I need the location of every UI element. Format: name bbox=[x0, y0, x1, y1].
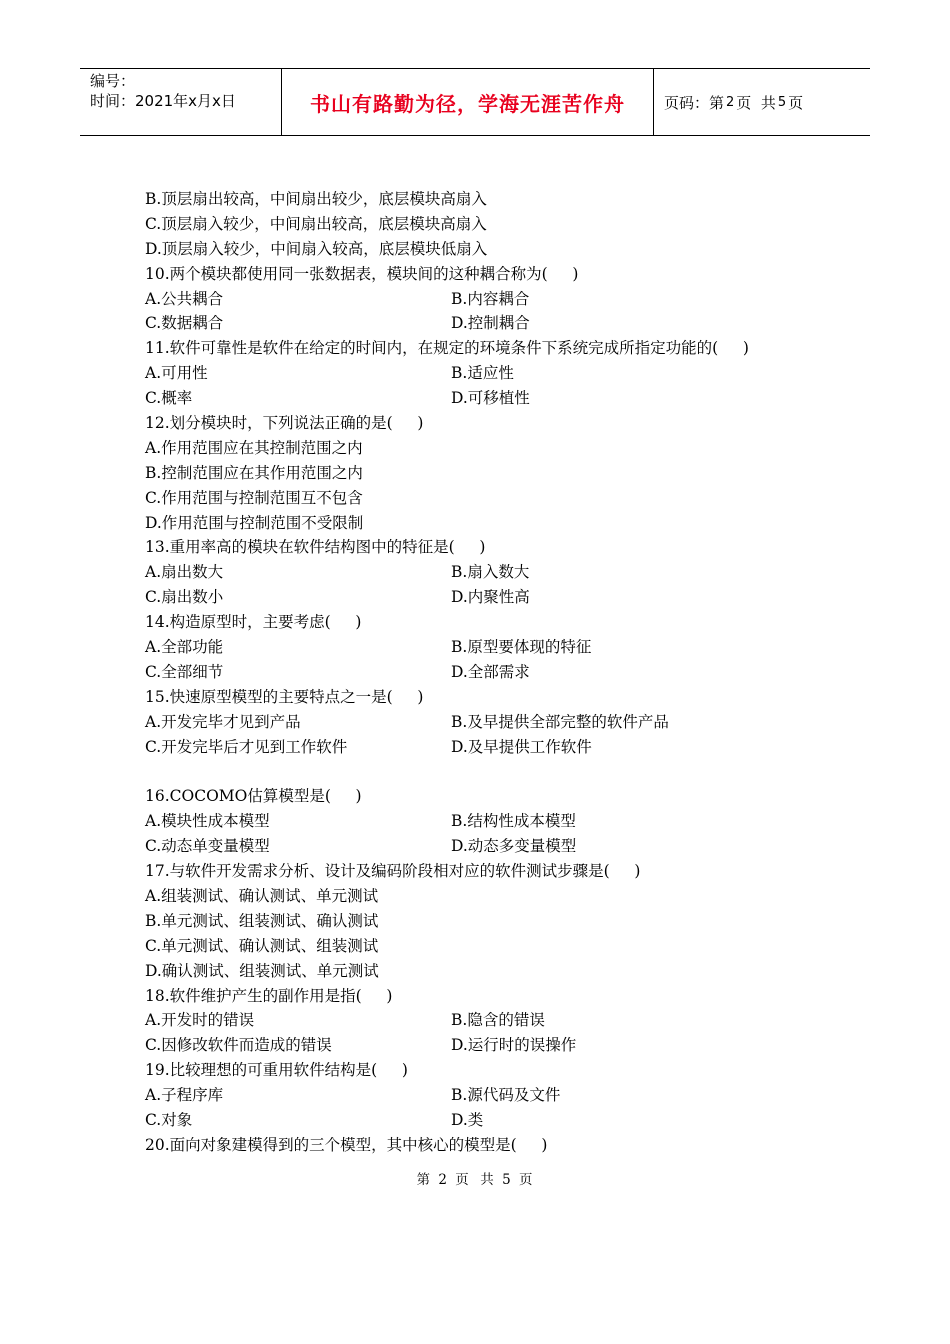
text-line: 15.快速原型模型的主要特点之一是( ) bbox=[145, 687, 424, 706]
text-line: 11.软件可靠性是软件在给定的时间内，在规定的环境条件下系统完成所指定功能的( ) bbox=[145, 339, 749, 358]
option-row bbox=[145, 710, 845, 735]
serial-label: 编号： bbox=[90, 72, 136, 90]
option-text: A.可用性 bbox=[145, 364, 208, 383]
text-line: 12.划分模块时，下列说法正确的是( ) bbox=[145, 414, 424, 433]
option-text: B.隐含的错误 bbox=[451, 1011, 545, 1030]
option-text: C.概率 bbox=[145, 389, 193, 408]
option-text: B.及早提供全部完整的软件产品 bbox=[451, 712, 669, 731]
page-mid: 页 共 bbox=[736, 93, 776, 112]
option-text: B.内容耦合 bbox=[451, 289, 530, 308]
footer-suffix: 页 bbox=[518, 1172, 534, 1188]
text-line: C.单元测试、确认测试、组装测试 bbox=[145, 936, 379, 955]
option-row bbox=[145, 386, 845, 411]
text-line: B.顶层扇出较高，中间扇出较少，底层模块高扇入 bbox=[145, 190, 487, 208]
footer-mid: 页 共 bbox=[455, 1172, 495, 1188]
option-text: B.适应性 bbox=[451, 364, 514, 383]
text-line: 20.面向对象建模得到的三个模型，其中核心的模型是( ) bbox=[145, 1135, 548, 1154]
option-text: C.开发完毕后才见到工作软件 bbox=[145, 737, 348, 756]
header-page-info bbox=[654, 69, 870, 135]
option-text: D.动态多变量模型 bbox=[451, 837, 577, 856]
option-text: C.因修改软件而造成的错误 bbox=[145, 1036, 332, 1055]
text-line: C.顶层扇入较少，中间扇出较高，底层模块高扇入 bbox=[145, 214, 487, 233]
text-line: 19.比较理想的可重用软件结构是( ) bbox=[145, 1061, 408, 1080]
option-text: D.类 bbox=[451, 1110, 484, 1129]
option-row bbox=[145, 635, 845, 660]
option-row bbox=[145, 660, 845, 685]
option-text: D.控制耦合 bbox=[451, 314, 530, 333]
option-row bbox=[145, 585, 845, 610]
option-row bbox=[145, 361, 845, 386]
option-text: A.开发时的错误 bbox=[145, 1011, 255, 1030]
option-row bbox=[145, 834, 845, 859]
option-text: A.扇出数大 bbox=[145, 563, 224, 582]
option-row bbox=[145, 287, 845, 312]
text-line: 18.软件维护产生的副作用是指( ) bbox=[145, 986, 393, 1005]
text-line: A.作用范围应在其控制范围之内 bbox=[145, 438, 363, 457]
option-row bbox=[145, 1033, 845, 1058]
option-text: B.扇入数大 bbox=[451, 563, 530, 582]
page-current: 2 bbox=[726, 94, 735, 110]
footer-current: 2 bbox=[438, 1172, 448, 1188]
option-row bbox=[145, 1108, 845, 1133]
text-line: 13.重用率高的模块在软件结构图中的特征是( ) bbox=[145, 538, 486, 557]
page-header bbox=[80, 68, 870, 136]
option-text: A.开发完毕才见到产品 bbox=[145, 712, 301, 731]
text-line: D.顶层扇入较少，中间扇入较高，底层模块低扇入 bbox=[145, 239, 488, 258]
text-line: A.组装测试、确认测试、单元测试 bbox=[145, 886, 379, 905]
document-body bbox=[145, 187, 845, 1158]
option-text: B.结构性成本模型 bbox=[451, 812, 576, 831]
text-line: D.确认测试、组装测试、单元测试 bbox=[145, 961, 379, 980]
footer-prefix: 第 bbox=[416, 1172, 432, 1188]
header-meta bbox=[80, 69, 282, 135]
option-text: A.全部功能 bbox=[145, 638, 224, 657]
text-line: 17.与软件开发需求分析、设计及编码阶段相对应的软件测试步骤是( ) bbox=[145, 862, 641, 881]
text-line: B.单元测试、组装测试、确认测试 bbox=[145, 911, 379, 930]
option-text: C.数据耦合 bbox=[145, 314, 224, 333]
option-row bbox=[145, 560, 845, 585]
option-row bbox=[145, 311, 845, 336]
option-text: C.扇出数小 bbox=[145, 588, 224, 607]
option-row bbox=[145, 1008, 845, 1033]
text-line: B.控制范围应在其作用范围之内 bbox=[145, 463, 363, 482]
text-line: 10.两个模块都使用同一张数据表，模块间的这种耦合称为( ) bbox=[145, 264, 579, 283]
page-footer bbox=[0, 1168, 950, 1188]
text-line: D.作用范围与控制范围不受限制 bbox=[145, 513, 364, 532]
option-row bbox=[145, 735, 845, 760]
text-line: 14.构造原型时，主要考虑( ) bbox=[145, 613, 362, 632]
page-total: 5 bbox=[777, 94, 787, 110]
option-text: D.内聚性高 bbox=[451, 588, 530, 607]
footer-total: 5 bbox=[502, 1172, 512, 1188]
option-text: A.子程序库 bbox=[145, 1086, 224, 1105]
option-text: C.全部细节 bbox=[145, 662, 224, 681]
header-motto: 书山有路勤为径，学海无涯苦作舟 bbox=[282, 69, 654, 135]
time-label: 时间：2021年x月x日 bbox=[90, 92, 236, 110]
option-row bbox=[145, 1083, 845, 1108]
option-row bbox=[145, 809, 845, 834]
option-text: C.动态单变量模型 bbox=[145, 837, 270, 856]
option-text: A.模块性成本模型 bbox=[145, 812, 270, 831]
option-text: D.全部需求 bbox=[451, 662, 530, 681]
option-text: B.源代码及文件 bbox=[451, 1086, 561, 1105]
option-text: C.对象 bbox=[145, 1110, 193, 1129]
page-prefix: 页码：第 bbox=[664, 93, 725, 112]
option-text: D.可移植性 bbox=[451, 389, 530, 408]
option-text: B.原型要体现的特征 bbox=[451, 638, 592, 657]
option-text: A.公共耦合 bbox=[145, 289, 224, 308]
text-line: C.作用范围与控制范围互不包含 bbox=[145, 488, 363, 507]
page-suffix: 页 bbox=[788, 93, 804, 112]
option-text: D.运行时的误操作 bbox=[451, 1036, 577, 1055]
option-text: D.及早提供工作软件 bbox=[451, 737, 592, 756]
blank-line bbox=[145, 759, 845, 784]
text-line: 16.COCOMO估算模型是( ) bbox=[145, 787, 362, 806]
